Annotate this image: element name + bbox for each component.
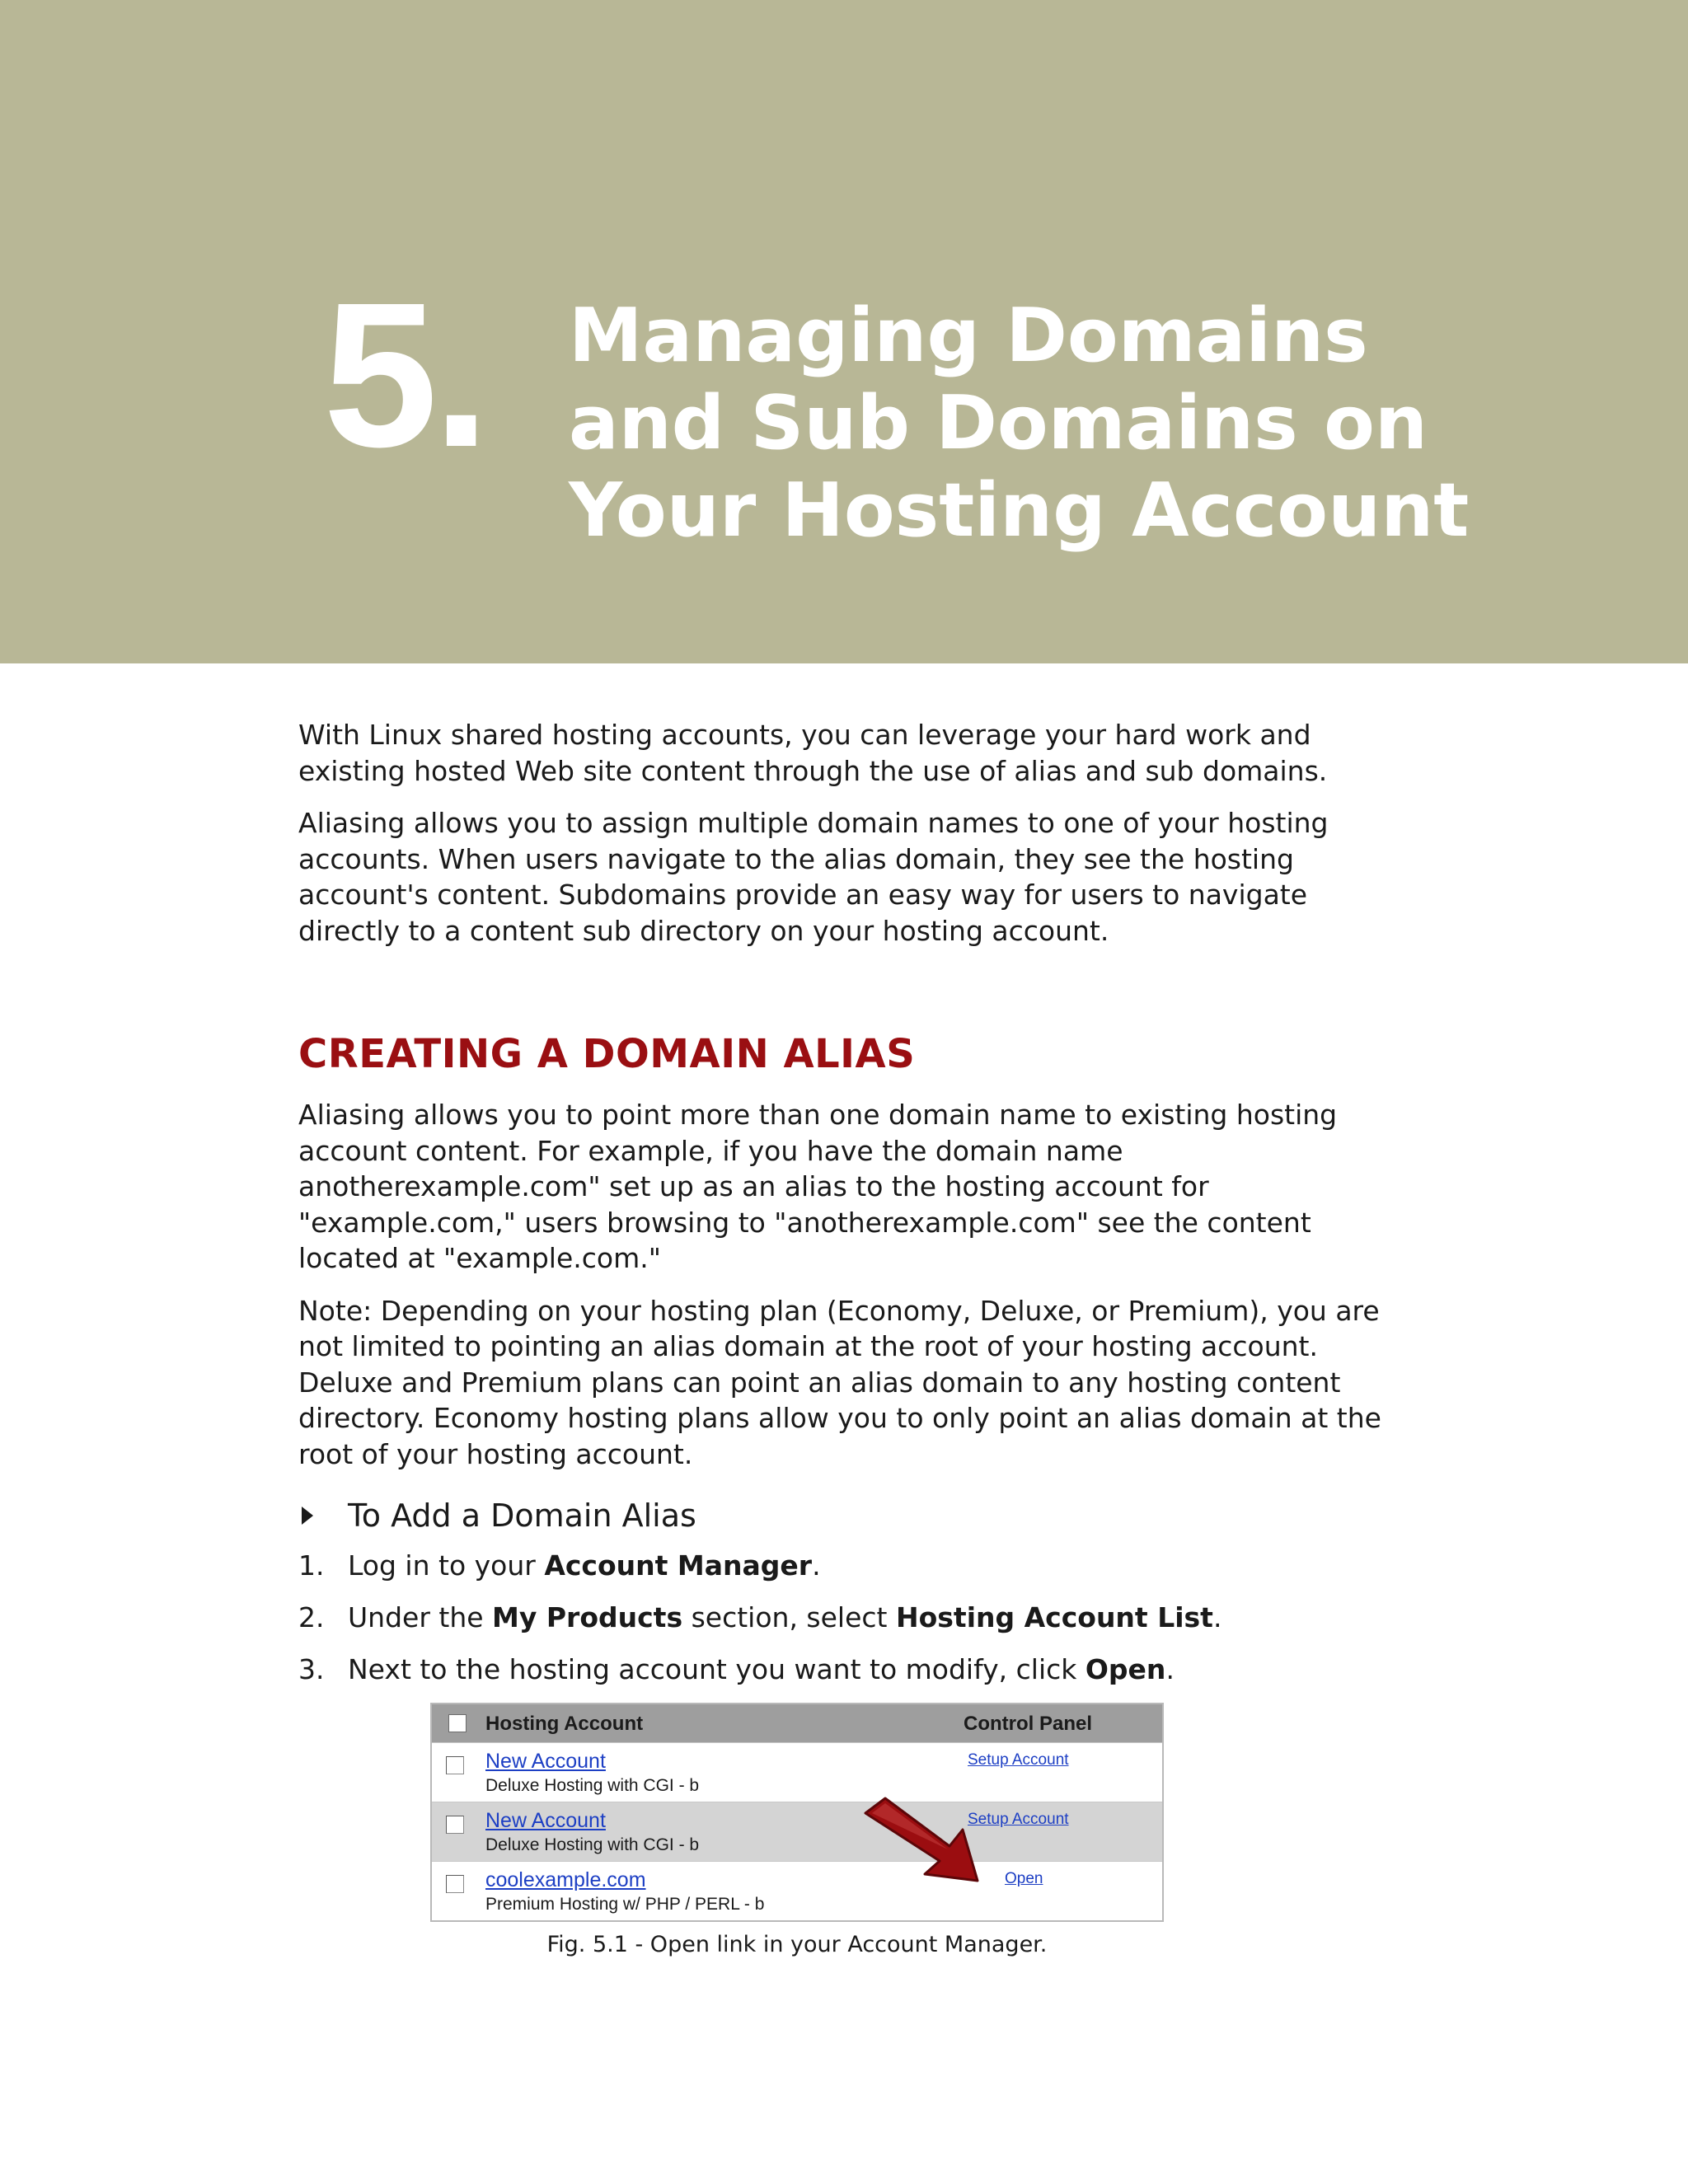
step-text: . [1212, 1601, 1222, 1633]
procedure-steps [298, 1548, 1399, 1687]
step-number: 1. [298, 1549, 325, 1582]
procedure-heading [298, 1495, 1399, 1536]
step-text: Log in to your [348, 1549, 545, 1582]
chapter-title-line-2: and Sub Domains on [569, 380, 1428, 466]
row-checkbox[interactable] [446, 1756, 464, 1774]
setup-account-link[interactable]: Setup Account [968, 1751, 1069, 1769]
chapter-title-line-1: Managing Domains [569, 293, 1368, 379]
figure-5-1 [430, 1703, 1164, 1957]
chapter-banner [0, 0, 1688, 663]
step-number: 2. [298, 1601, 325, 1633]
procedure-heading-text: To Add a Domain Alias [348, 1497, 696, 1534]
account-plan: Premium Hosting w/ PHP / PERL - b [485, 1895, 765, 1914]
step-item [298, 1548, 1399, 1583]
chapter-title [569, 293, 1640, 555]
page-content [298, 717, 1399, 1704]
row-checkbox[interactable] [446, 1816, 464, 1834]
column-header-control-panel: Control Panel [964, 1713, 1093, 1735]
step-bold-text: Hosting Account List [895, 1601, 1213, 1633]
table-row [432, 1861, 1162, 1920]
account-link[interactable]: coolexample.com [485, 1868, 646, 1891]
section-heading: CREATING A DOMAIN ALIAS [298, 1031, 916, 1077]
setup-account-link[interactable]: Setup Account [968, 1811, 1069, 1828]
red-arrow-icon [860, 1795, 1009, 1886]
step-number: 3. [298, 1653, 325, 1685]
step-item [298, 1652, 1399, 1687]
step-bold-text: Open [1085, 1653, 1166, 1685]
intro-paragraph-2: Aliasing allows you to assign multiple domain names to one of your hosting accounts. When users navigate to the alias domain, they see the hosting account's content. Subdomains provide an easy way for users to navigate directly to a content sub directory on your hosting account. [298, 807, 1329, 947]
step-text: Under the [348, 1601, 493, 1633]
open-link[interactable]: Open [1005, 1870, 1043, 1887]
select-all-checkbox[interactable] [448, 1714, 467, 1732]
step-bold-text: My Products [492, 1601, 683, 1633]
step-text: Next to the hosting account you want to modify, click [348, 1653, 1085, 1685]
account-link[interactable]: New Account [485, 1809, 606, 1832]
row-checkbox[interactable] [446, 1875, 464, 1893]
step-text: section, select [682, 1601, 896, 1633]
step-item [298, 1600, 1399, 1635]
figure-caption: Fig. 5.1 - Open link in your Account Manager. [546, 1932, 1048, 1957]
table-header [432, 1704, 1162, 1742]
chapter-number: 5. [323, 260, 485, 490]
chapter-title-line-3: Your Hosting Account [569, 467, 1470, 554]
table-row [432, 1802, 1162, 1861]
step-bold-text: Account Manager [544, 1549, 813, 1582]
account-link[interactable]: New Account [485, 1750, 606, 1773]
section-note-paragraph: Note: Depending on your hosting plan (Economy, Deluxe, or Premium), you are not limited to pointing an alias domain at the root of your hosting account. Deluxe and Premium plans can point an alias domain to any hosting content directory. Economy hosting plans allow you to only point an alias domain at the root of your hosting account. [298, 1294, 1381, 1470]
triangle-bullet-icon [302, 1507, 313, 1525]
step-text: . [812, 1549, 821, 1582]
account-plan: Deluxe Hosting with CGI - b [485, 1835, 700, 1854]
step-text: . [1165, 1653, 1175, 1685]
account-plan: Deluxe Hosting with CGI - b [485, 1776, 700, 1795]
section-paragraph-1: Aliasing allows you to point more than one domain name to existing hosting account content. For example, if you have the domain name anotherexample.com" set up as an alias to the hosting account for "example.com," users browsing to "anotherexample.com" see the content located at "example.com." [298, 1099, 1338, 1274]
hosting-account-table [430, 1703, 1164, 1922]
intro-paragraph-1: With Linux shared hosting accounts, you can leverage your hard work and existing hosted Web site content through the use of alias and sub domains. [298, 719, 1328, 787]
column-header-hosting-account: Hosting Account [485, 1713, 644, 1735]
table-row [432, 1742, 1162, 1802]
